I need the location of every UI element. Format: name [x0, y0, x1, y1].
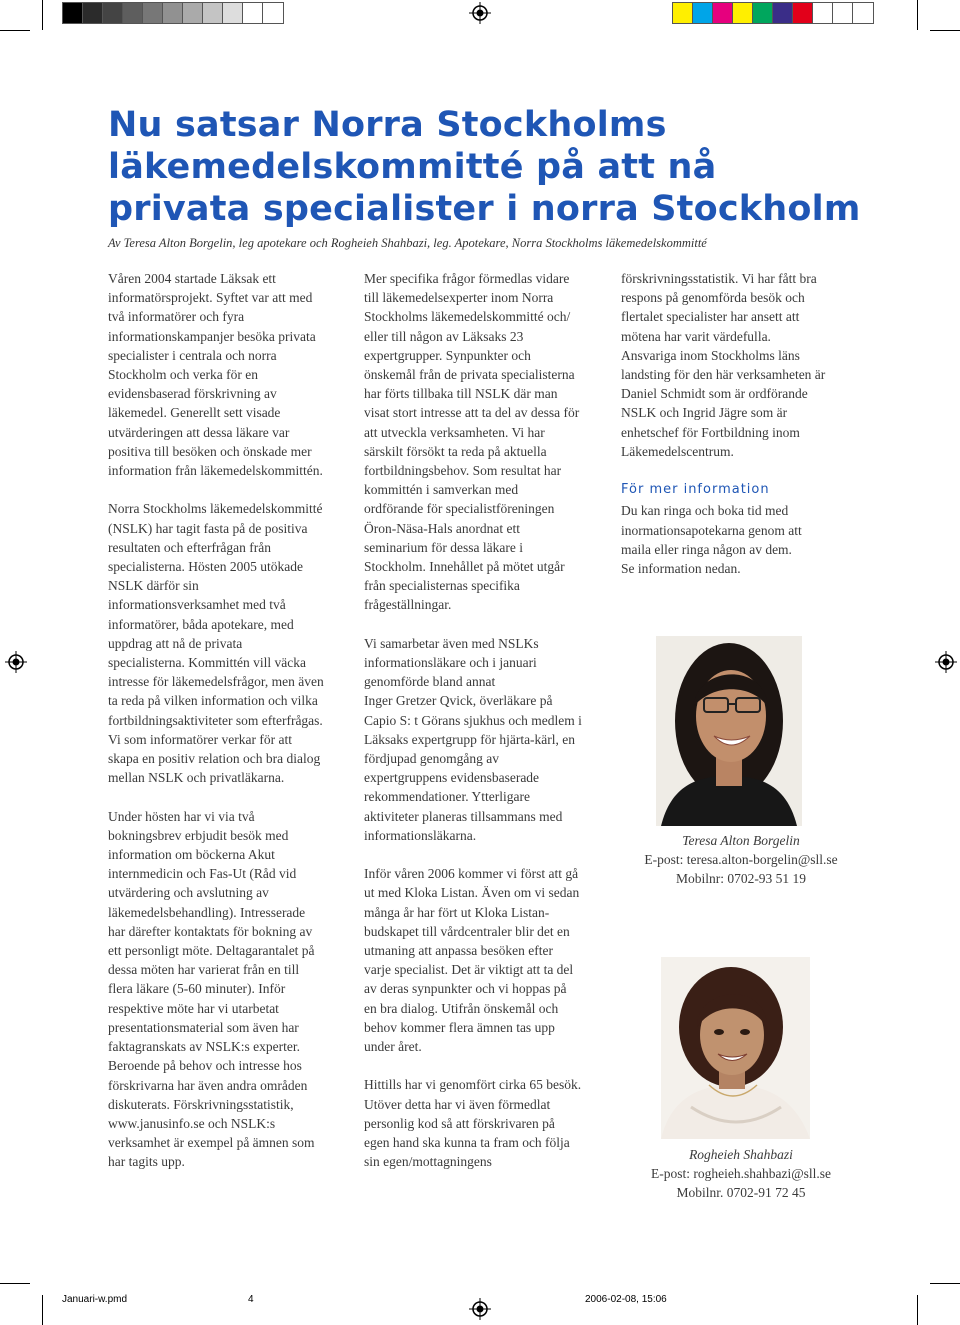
gray-swatch	[63, 3, 83, 23]
grayscale-registration-bar	[62, 2, 284, 24]
byline: Av Teresa Alton Borgelin, leg apotekare och Rogheieh Shahbazi, leg. Apotekare, Norra Stockholms läkemedelskommitté	[108, 236, 707, 250]
contact-name: Teresa Alton Borgelin	[682, 833, 800, 848]
contact-name: Rogheieh Shahbazi	[689, 1147, 793, 1162]
crop-mark	[0, 30, 30, 31]
color-swatch	[853, 3, 873, 23]
footer-timestamp: 2006-02-08, 15:06	[585, 1294, 667, 1305]
paragraph: Vi samarbetar även med NSLKs informationsläkare och i januari genomförde bland annat Inger Gretzer Qvick, överläkare på Capio S: t Görans sjukhus och medlem i Läksaks expertgrupp för hjärta-kärl, en fördjupad genomgång av expertgruppens evidensbaserade rekommendationer. Ytterligare aktiviteter planeras tillsammans med informationsläkarna.	[364, 635, 582, 843]
contact-phone: Mobilnr. 0702-91 72 45	[676, 1185, 806, 1201]
gray-swatch	[163, 3, 183, 23]
contact-email: E-post: rogheieh.shahbazi@sll.se	[650, 1166, 831, 1182]
paragraph: Norra Stockholms läkemedelskommitté (NSLK) har tagit fasta på de positiva resultaten och efterfrågan från specialisterna. Hösten 2005 utökade NSLK därför sin informationsverksamhet med två informatörer, båda apotekare, med uppdrag att nå de privata specialisterna. Kommittén vill väcka intresse för läkemedelsfrågor, men även ta reda på vilken information och vilka fortbildningsaktiviteter som efterfrågas. Vi som informatörer verkar för att skapa en positiv relation och bra dialog mellan NSLK och privatläkarna.	[108, 501, 324, 786]
crop-mark	[0, 1283, 30, 1284]
paragraph: Mer specifika frågor förmedlas vidare till läkemedelsexperter inom Norra Stockholms läkemedelskommitté och/ eller till någon av Läksaks 23 expertgrupper. Synpunkter och önskemål från de privata specialisterna har förts tillbaka till NSLK där man visat stort intresse att ta del av dessa för att utveckla verksamheten. Vi har särskilt försökt ta reda på aktuella fortbildningsbehov. Som resultat har kommittén i samverkan med ordförande för specialistföreningen Öron-Näsa-Hals anordnat ett seminarium för dessa läkare i Stockholm. Innehållet på mötet utgår från specialisternas specifika frågeställningar.	[364, 271, 580, 613]
gray-swatch	[183, 3, 203, 23]
crop-mark	[917, 0, 918, 30]
color-swatch	[693, 3, 713, 23]
gray-swatch	[103, 3, 123, 23]
portrait-photo-rogheieh	[661, 957, 810, 1139]
registration-target-icon	[5, 651, 27, 673]
color-swatch	[833, 3, 853, 23]
crop-mark	[930, 1283, 960, 1284]
paragraph: Inför våren 2006 kommer vi först att gå ut med Kloka Listan. Även om vi sedan många år har fört ut Kloka Listan- budskapet till vårdcentraler blir det en utmaning att anpassa besöken efter varje specialist. Det är viktigt att ta del av deras synpunkter och vi hoppas på en bra dialog. Utifrån önskemål och behov kommer flera ämnen tas upp under året.	[364, 866, 580, 1055]
color-swatch	[773, 3, 793, 23]
color-swatch	[713, 3, 733, 23]
gray-swatch	[243, 3, 263, 23]
article-column-2	[364, 269, 609, 1191]
color-swatch	[733, 3, 753, 23]
registration-target-icon	[469, 2, 491, 24]
paragraph: Under hösten har vi via två bokningsbrev erbjudit besök med information om böckerna Akut internmedicin och Fas-Ut (Råd vid utvärdering och avslutning av läkemedelsbehandling). Intresserade har därefter kontaktats för bokning av ett personligt möte. Deltagarantalet på dessa möten har varierat från en till flera läkare (5-60 minuter). Inför respektive möte har vi utarbetat presentationsmaterial som även har faktagranskats av NSLK:s experter. Beroende på behov och intresse hos förskrivarna har även andra områden diskuterats. Förskrivningsstatistik, www.janusinfo.se och NSLK:s verksamhet är exempel på ämnen som har tagits upp.	[108, 808, 315, 1170]
footer-page-number: 4	[248, 1294, 254, 1305]
article-title: Nu satsar Norra Stockholms läkemedelskommitté på att nå privata specialister i norra Stockholm	[108, 105, 861, 229]
crop-mark	[930, 30, 960, 31]
color-registration-bar	[672, 2, 874, 24]
color-swatch	[753, 3, 773, 23]
color-swatch	[793, 3, 813, 23]
gray-swatch	[143, 3, 163, 23]
color-swatch	[673, 3, 693, 23]
article-column-3	[621, 269, 861, 597]
paragraph: Hittills har vi genomfört cirka 65 besök. Utöver detta har vi även förmedlat personlig kod så att förskrivaren på egen hand ska kunna ta fram och följa sin egen/mottagningens	[364, 1077, 582, 1170]
contact-phone: Mobilnr: 0702-93 51 19	[675, 871, 807, 887]
paragraph: Våren 2004 startade Läksak ett informatörsprojekt. Syftet var att med två informatörer och fyra informationskampanjer besöka privata specialister i centrala och norra Stockholm och verka för en evidensbaserad förskrivning av läkemedel. Generellt sett visade utvärderingen att dessa läkare var positiva till besöken och önskade mer information från läkemedelskommittén.	[108, 271, 323, 479]
registration-target-icon	[935, 651, 957, 673]
portrait-photo-teresa	[656, 636, 802, 826]
registration-target-icon	[469, 1298, 491, 1320]
info-paragraph: Du kan ringa och boka tid med inormationsapotekarna genom att maila eller ringa någon av dem. Se information nedan.	[621, 503, 802, 577]
gray-swatch	[123, 3, 143, 23]
contact-email: E-post: teresa.alton-borgelin@sll.se	[644, 852, 838, 868]
gray-swatch	[263, 3, 283, 23]
contact-card-rogheieh	[621, 1145, 861, 1203]
paragraph: förskrivningsstatistik. Vi har fått bra respons på genomförda besök och flertalet specialister har ansett att mötena har varit värdefulla. Ansvariga inom Stockholms läns landsting för den här verksamheten är Daniel Schmidt som är ordförande NSLK och Ingrid Jägre som är enhetschef för Fortbildning inom Läkemedelscentrum.	[621, 271, 826, 459]
crop-mark	[42, 0, 43, 30]
contact-card-teresa	[621, 831, 861, 889]
info-heading: För mer information	[621, 482, 770, 498]
gray-swatch	[203, 3, 223, 23]
crop-mark	[917, 1295, 918, 1325]
footer-filename: Januari-w.pmd	[62, 1294, 128, 1305]
color-swatch	[813, 3, 833, 23]
crop-mark	[42, 1295, 43, 1325]
gray-swatch	[223, 3, 243, 23]
gray-swatch	[83, 3, 103, 23]
article-column-1	[108, 269, 353, 1191]
